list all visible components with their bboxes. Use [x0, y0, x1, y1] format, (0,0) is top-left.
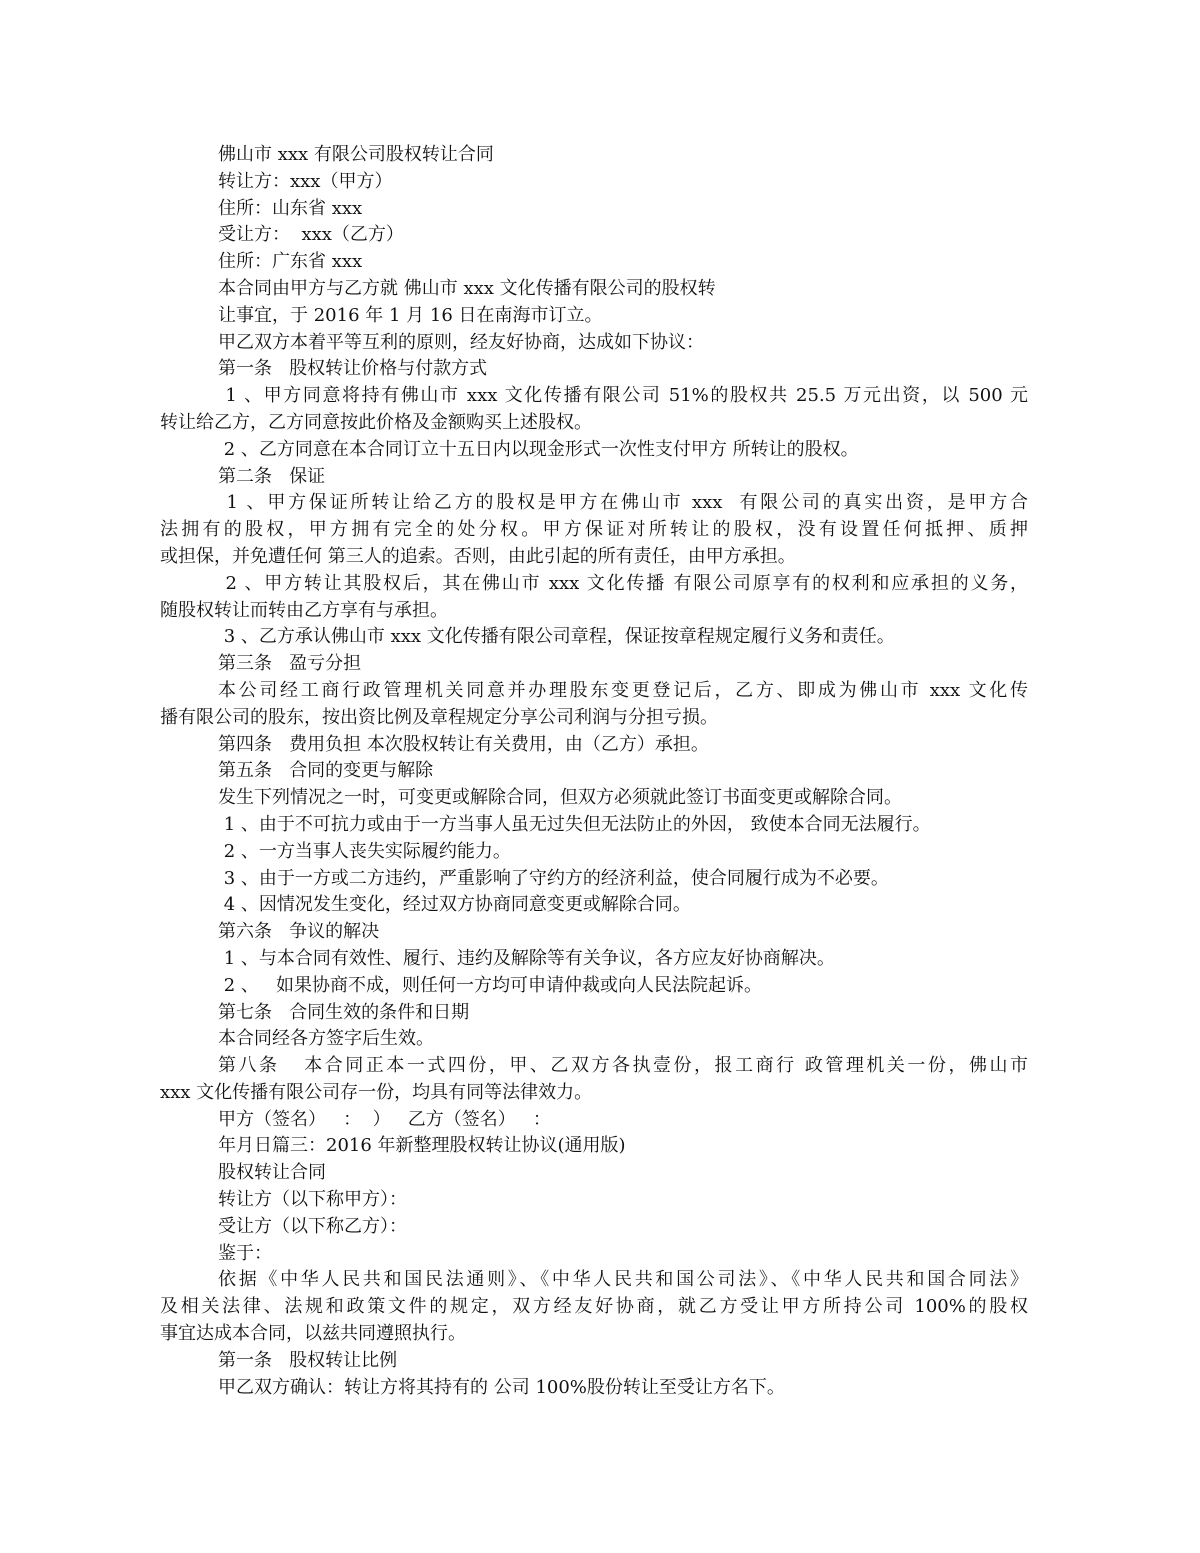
document-line: 2 、乙方同意在本合同订立十五日内以现金形式一次性支付甲方 所转让的股权。 [218, 438, 859, 460]
document-line: 住所：广东省 xxx [218, 251, 363, 273]
document-line: 第四条 费用负担 本次股权转让有关费用，由（乙方）承担。 [218, 733, 709, 755]
document-line: 年月日篇三：2016 年新整理股权转让协议(通用版) [218, 1135, 626, 1157]
document-line: 受让方： xxx（乙方） [218, 224, 404, 246]
document-line: 佛山市 xxx 有限公司股权转让合同 [218, 144, 494, 165]
document-line: 1 、与本合同有效性、履行、违约及解除等有关争议，各方应友好协商解决。 [218, 947, 835, 969]
document-line: 发生下列情况之一时，可变更或解除合同，但双方必须就此签订书面变更或解除合同。 [218, 787, 902, 809]
document-line: 转让方（以下称甲方）： [218, 1189, 407, 1211]
document-line: 第一条 股权转让价格与付款方式 [218, 358, 488, 380]
document-line: 3 、由于一方或二方违约，严重影响了守约方的经济利益，使合同履行成为不必要。 [218, 867, 889, 889]
document-line: 播有限公司的股东，按出资比例及章程规定分享公司利润与分担亏损。 [160, 706, 718, 728]
document-line: 受让方（以下称乙方）： [218, 1215, 407, 1237]
document-line: 第二条 保证 [218, 465, 326, 487]
document-line: 第五条 合同的变更与解除 [218, 760, 434, 782]
document-line: 转让方：xxx（甲方） [218, 170, 393, 192]
document-line: 甲乙双方本着平等互利的原则，经友好协商，达成如下协议： [218, 331, 704, 353]
document-line: 3 、乙方承认佛山市 xxx 文化传播有限公司章程，保证按章程规定履行义务和责任。 [218, 626, 895, 648]
document-line: 鉴于： [218, 1242, 272, 1264]
document-line: 1 、由于不可抗力或由于一方当事人虽无过失但无法防止的外因， 致使本合同无法履行。 [218, 813, 931, 835]
document-line: 甲乙双方确认：转让方将其持有的 公司 100%股份转让至受让方名下。 [218, 1376, 785, 1398]
document-line: 甲方（签名） ： ） 乙方（签名） ： [218, 1108, 551, 1130]
document-line: 1 、甲方保证所转让给乙方的股权是甲方在佛山市 xxx 有限公司的真实出资，是甲方合 [218, 492, 1028, 514]
document-line: 第六条 争议的解决 [218, 921, 380, 943]
document-line: 股权转让合同 [218, 1162, 326, 1184]
document-line: 让事宜，于 2016 年 1 月 16 日在南海市订立。 [218, 304, 603, 326]
document-line: 事宜达成本合同，以兹共同遵照执行。 [160, 1323, 466, 1345]
document-line: 本合同经各方签字后生效。 [218, 1028, 434, 1050]
document-line: 随股权转让而转由乙方享有与承担。 [160, 599, 448, 621]
document-line: 第七条 合同生效的条件和日期 [218, 1001, 470, 1023]
document-line: 转让给乙方，乙方同意按此价格及金额购买上述股权。 [160, 411, 592, 433]
document-line: 2 、一方当事人丧失实际履约能力。 [218, 840, 511, 862]
document-body [160, 142, 1028, 1401]
document-line: 2 、 如果协商不成，则任何一方均可申请仲裁或向人民法院起诉。 [218, 974, 763, 996]
document-line: xxx 文化传播有限公司存一份，均具有同等法律效力。 [160, 1081, 593, 1103]
document-line: 或担保，并免遭任何 第三人的追索。否则，由此引起的所有责任，由甲方承担。 [160, 545, 796, 567]
document-line: 及相关法律、法规和政策文件的规定，双方经友好协商，就乙方受让甲方所持公司 100%的股权 [160, 1296, 1028, 1318]
document-line: 第三条 盈亏分担 [218, 653, 362, 675]
document-line: 第一条 股权转让比例 [218, 1349, 398, 1371]
document-line: 第八条 本合同正本一式四份，甲、乙双方各执壹份，报工商行 政管理机关一份，佛山市 [218, 1055, 1028, 1077]
document-line: 本合同由甲方与乙方就 佛山市 xxx 文化传播有限公司的股权转 [218, 277, 716, 299]
document-line: 本公司经工商行政管理机关同意并办理股东变更登记后，乙方、即成为佛山市 xxx 文化传 [218, 679, 1028, 701]
document-line: 1 、甲方同意将持有佛山市 xxx 文化传播有限公司 51%的股权共 25.5 万元出资，以 500 元 [218, 385, 1028, 407]
document-line: 住所：山东省 xxx [218, 197, 363, 219]
document-line: 2 、甲方转让其股权后，其在佛山市 xxx 文化传播 有限公司原享有的权利和应承担的义务， [218, 572, 1028, 594]
document-line: 法拥有的股权，甲方拥有完全的处分权。甲方保证对所转让的股权，没有设置任何抵押、质押 [160, 519, 1028, 541]
document-line: 4 、因情况发生变化，经过双方协商同意变更或解除合同。 [218, 894, 691, 916]
document-line: 依据《中华人民共和国民法通则》、《中华人民共和国公司法》、《中华人民共和国合同法》 [218, 1269, 1028, 1291]
